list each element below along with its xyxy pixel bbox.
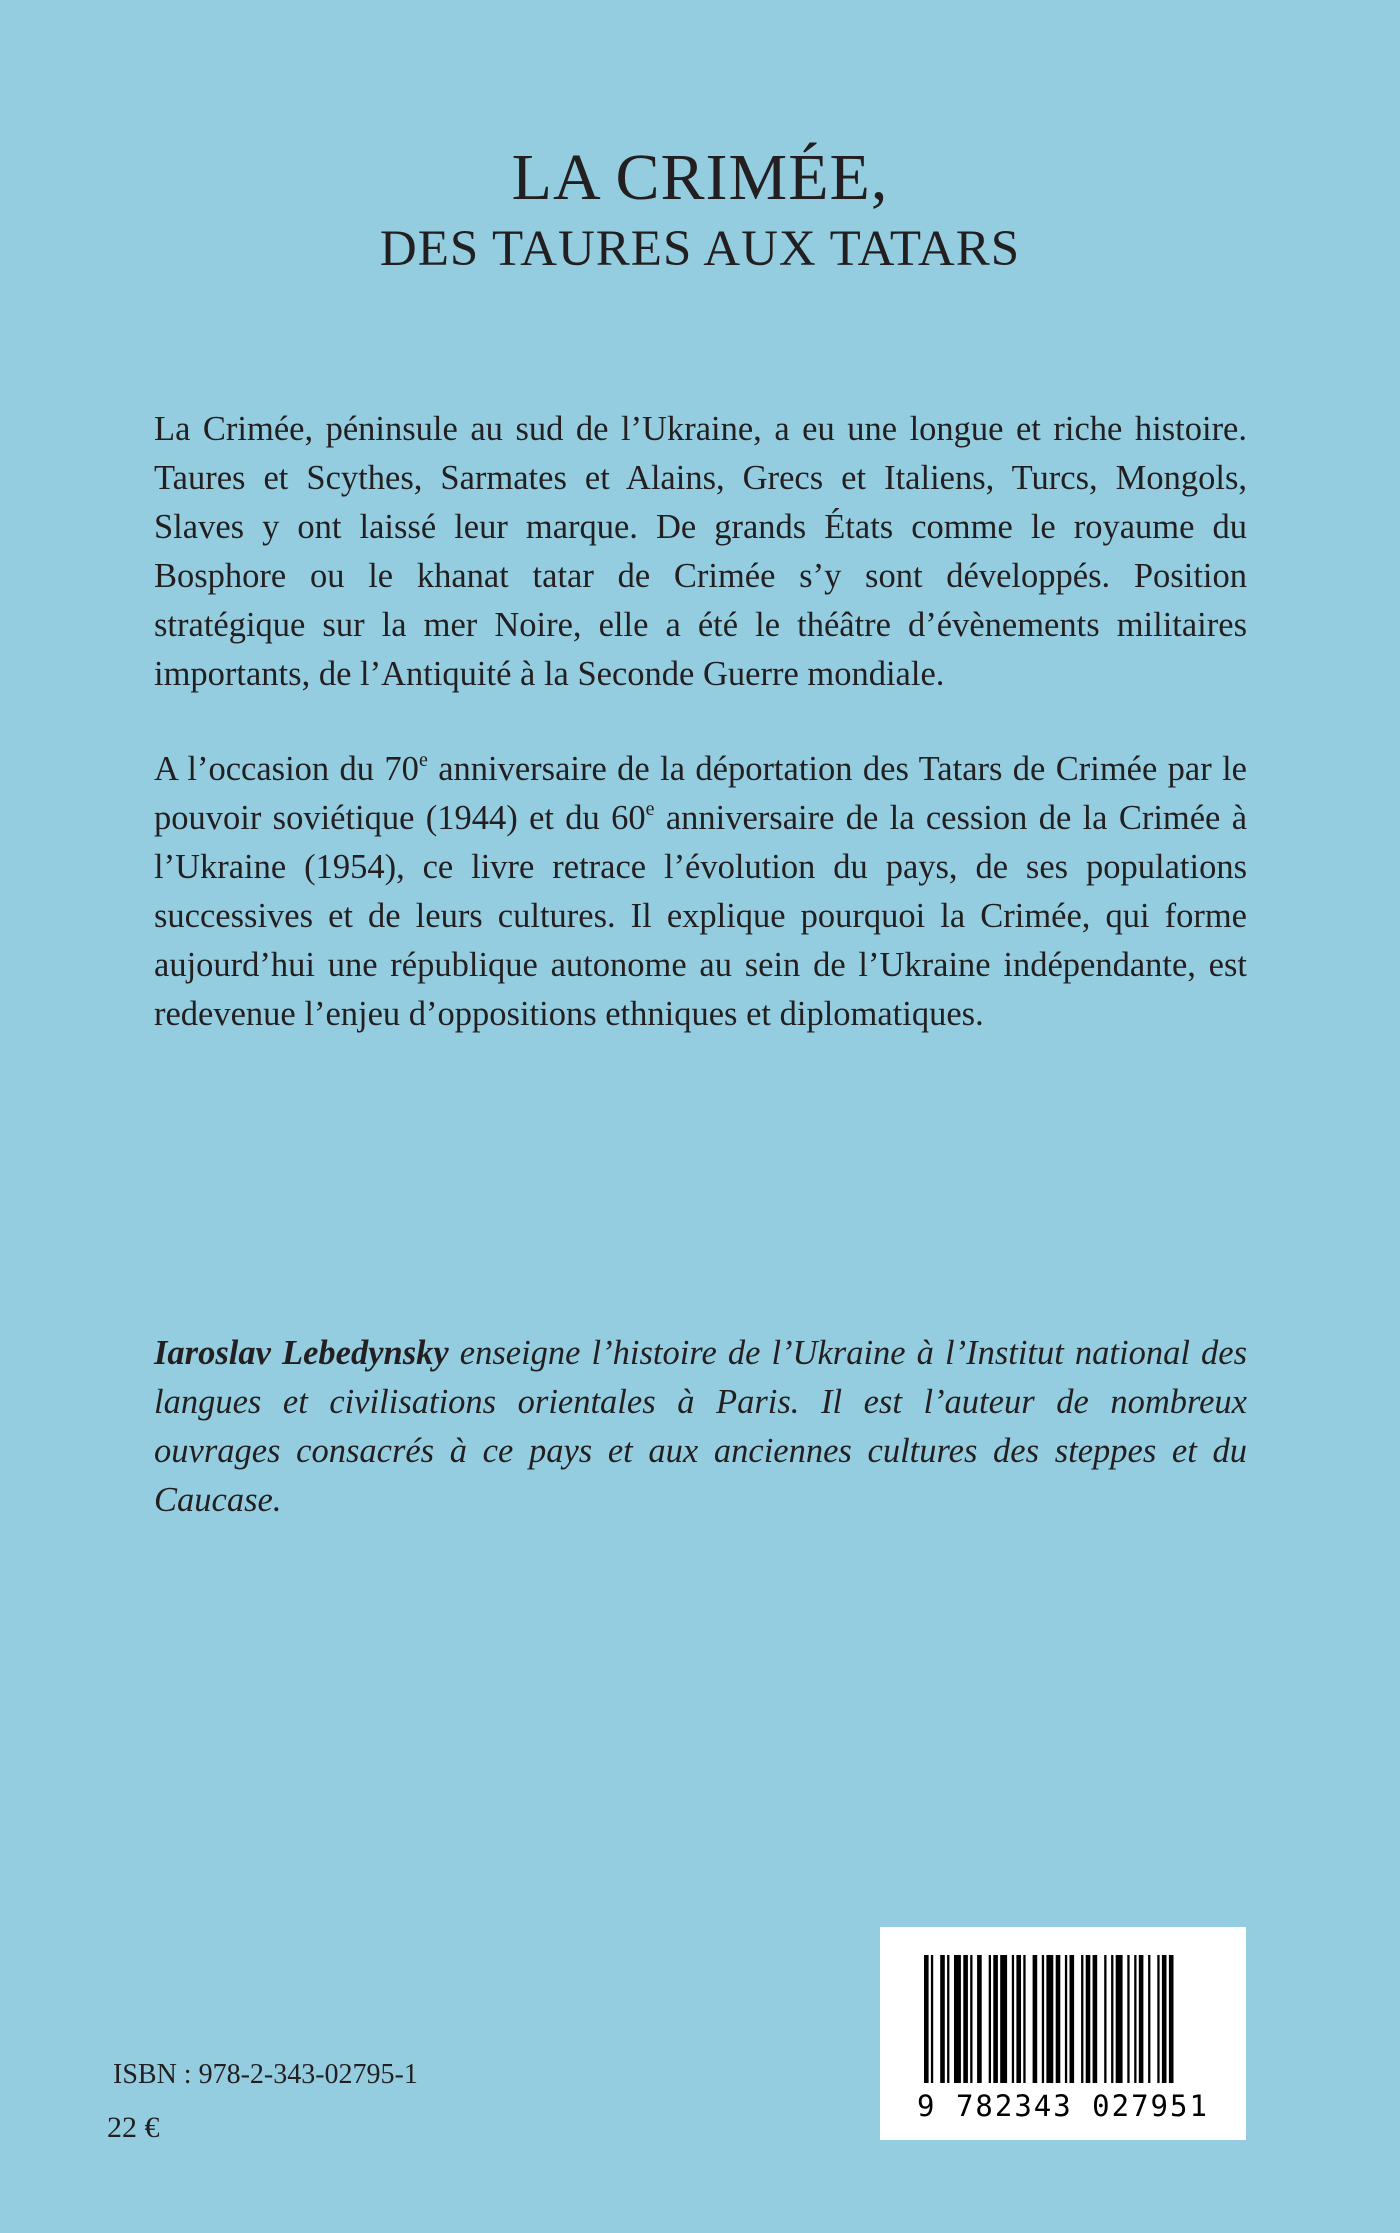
barcode-bar xyxy=(963,1955,968,2083)
barcode-bar xyxy=(1162,1955,1167,2083)
synopsis-paragraph-1: La Crimée, péninsule au sud de l’Ukraine, a eu une longue et riche histoire. Taures et Scythes, Sarmates et Alains, Grecs et Italiens, Turcs, Mongols, Slaves y ont laissé leur marque. De grands États comme le royaume du Bosphore ou le khanat tatar de Crimée s’y sont développés. Position stratégique sur la mer Noire, elle a été le théâtre d’évènements militaires importants, de l’Antiquité à la Seconde Guerre mondiale. xyxy=(154,410,1247,693)
barcode-bar xyxy=(1033,1955,1038,2083)
synopsis xyxy=(154,405,1247,1039)
book-subtitle: DES TAURES AUX TATARS xyxy=(379,221,1021,277)
barcode-bar xyxy=(1065,1955,1067,2083)
barcode-bar xyxy=(1157,1955,1159,2083)
barcode-bar xyxy=(1134,1955,1136,2083)
barcode-bar xyxy=(947,1955,949,2083)
barcode-bar xyxy=(977,1955,982,2083)
barcode-bar xyxy=(1111,1955,1113,2083)
barcode-bar xyxy=(1169,1955,1174,2083)
barcode-bar xyxy=(970,1955,972,2083)
author-name: Iaroslav Lebedynsky xyxy=(154,1334,449,1372)
title-block xyxy=(0,140,1400,282)
barcode-bar xyxy=(1056,1955,1061,2083)
author-bio-text: enseigne l’histoire de l’Ukraine à l’Institut national des langues et civilisations orientales à Paris. Il est l’auteur de nombreux ouvrages consacrés à ce pays et aux anciennes cultures des steppes et du Caucase. xyxy=(154,1334,1247,1519)
isbn: ISBN : 978-2-343-02795-1 xyxy=(113,2059,418,2090)
synopsis-text: A l’occasion du 70 xyxy=(154,750,419,788)
barcode-bar xyxy=(1046,1955,1053,2083)
barcode-bar xyxy=(924,1955,929,2083)
book-title: LA CRIMÉE, xyxy=(511,141,889,214)
barcode-bar xyxy=(1016,1955,1021,2083)
barcode-bar xyxy=(1116,1955,1123,2083)
barcode-bar xyxy=(1148,1955,1150,2083)
barcode-bar xyxy=(1104,1955,1106,2083)
barcode-bar xyxy=(931,1955,933,2083)
synopsis-text: anniversaire de la déportation des Tatars de Crimée par le pouvoir soviétique (1944) et du 60 xyxy=(154,750,1247,837)
barcode-bar xyxy=(940,1955,945,2083)
barcode-bar xyxy=(1070,1955,1075,2083)
superscript-e: e xyxy=(418,748,428,771)
synopsis-paragraph-2 xyxy=(154,745,1247,1039)
barcode-bar xyxy=(1081,1955,1083,2083)
superscript-e: e xyxy=(645,797,655,820)
barcode-bar xyxy=(1086,1955,1091,2083)
barcode-bar xyxy=(1012,1955,1014,2083)
synopsis-text: anniversaire de la cession de la Crimée à l’Ukraine (1954), ce livre retrace l’évolution du pays, de ses populations successives et de leurs cultures. Il explique pourquoi la Crimée, qui forme aujourd’hui une république autonome au sein de l’Ukraine indépendante, est redevenue l’enjeu d’oppositions ethniques et diplomatiques. xyxy=(154,799,1248,1033)
barcode-bar xyxy=(954,1955,961,2083)
barcode-bar xyxy=(1042,1955,1044,2083)
barcode-bar xyxy=(993,1955,998,2083)
barcode-bar xyxy=(1000,1955,1007,2083)
barcode-bar xyxy=(1093,1955,1098,2083)
author-bio xyxy=(154,1329,1247,1525)
barcode-bar xyxy=(989,1955,991,2083)
barcode xyxy=(880,1927,1246,2140)
price: 22 € xyxy=(107,2111,160,2144)
barcode-bar xyxy=(1139,1955,1144,2083)
barcode-digits: 9 782343 027951 xyxy=(917,2089,1209,2123)
barcode-bar xyxy=(1023,1955,1025,2083)
barcode-bar xyxy=(1127,1955,1129,2083)
